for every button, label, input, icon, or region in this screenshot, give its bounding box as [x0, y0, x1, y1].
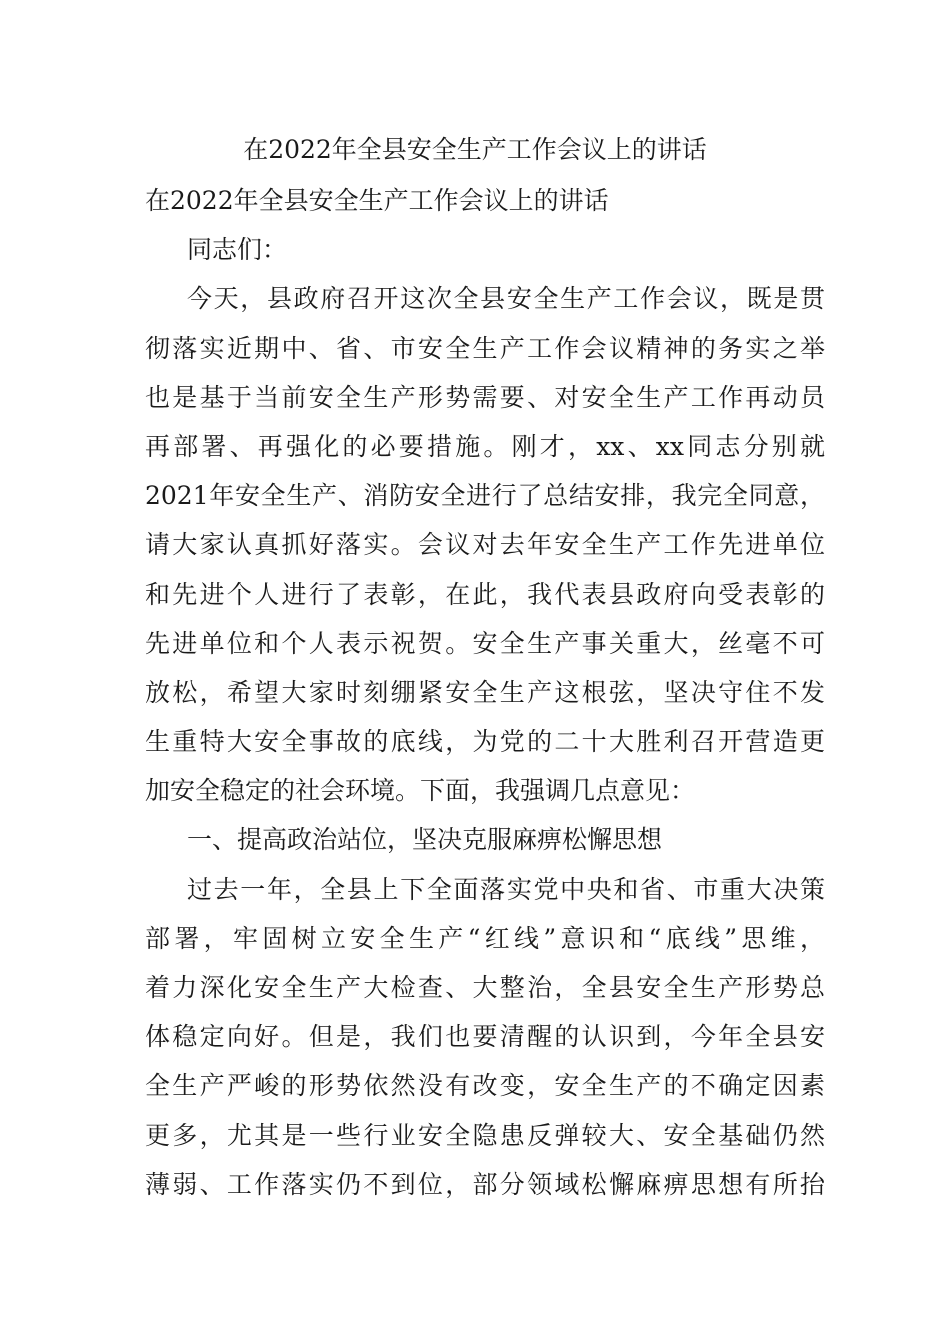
paragraph-line: 全生产严峻的形势依然没有改变，安全生产的不确定因素	[145, 1071, 825, 1101]
paragraph-line: 2021年安全生产、消防安全进行了总结安排，我完全同意，	[145, 481, 825, 511]
paragraph-line: 部署，牢固树立安全生产“红线”意识和“底线”思维，	[145, 923, 825, 953]
paragraph-line: 今天，县政府召开这次全县安全生产工作会议，既是贯	[187, 284, 825, 314]
document-subtitle: 在2022年全县安全生产工作会议上的讲话	[145, 186, 609, 215]
paragraph-line: 体稳定向好。但是，我们也要清醒的认识到，今年全县安	[145, 1022, 825, 1052]
paragraph-line: 薄弱、工作落实仍不到位，部分领域松懈麻痹思想有所抬	[145, 1169, 825, 1199]
paragraph-line: 和先进个人进行了表彰，在此，我代表县政府向受表彰的	[145, 579, 825, 609]
paragraph-line: 再部署、再强化的必要措施。刚才，xx、xx同志分别就	[145, 431, 825, 461]
paragraph-line: 着力深化安全生产大检查、大整治，全县安全生产形势总	[145, 973, 825, 1002]
paragraph-line: 放松，希望大家时刻绷紧安全生产这根弦，坚决守住不发	[145, 677, 825, 707]
document-title: 在2022年全县安全生产工作会议上的讲话	[243, 135, 707, 164]
paragraph-line: 彻落实近期中、省、市安全生产工作会议精神的务实之举	[145, 333, 825, 363]
section-heading: 一、提高政治站位，坚决克服麻痹松懈思想	[187, 825, 663, 855]
paragraph-line: 生重特大安全事故的底线，为党的二十大胜利召开营造更	[145, 727, 825, 757]
paragraph-line: 更多，尤其是一些行业安全隐患反弹较大、安全基础仍然	[145, 1120, 825, 1150]
paragraph-line: 加安全稳定的社会环境。下面，我强调几点意见：	[145, 776, 696, 806]
paragraph-line: 过去一年，全县上下全面落实党中央和省、市重大决策	[187, 874, 825, 904]
paragraph-line: 请大家认真抓好落实。会议对去年安全生产工作先进单位	[145, 530, 825, 560]
paragraph-line: 也是基于当前安全生产形势需要、对安全生产工作再动员	[145, 382, 825, 412]
paragraph-line: 先进单位和个人表示祝贺。安全生产事关重大，丝毫不可	[145, 628, 825, 658]
greeting: 同志们：	[187, 235, 288, 265]
document-body	[145, 176, 825, 1209]
